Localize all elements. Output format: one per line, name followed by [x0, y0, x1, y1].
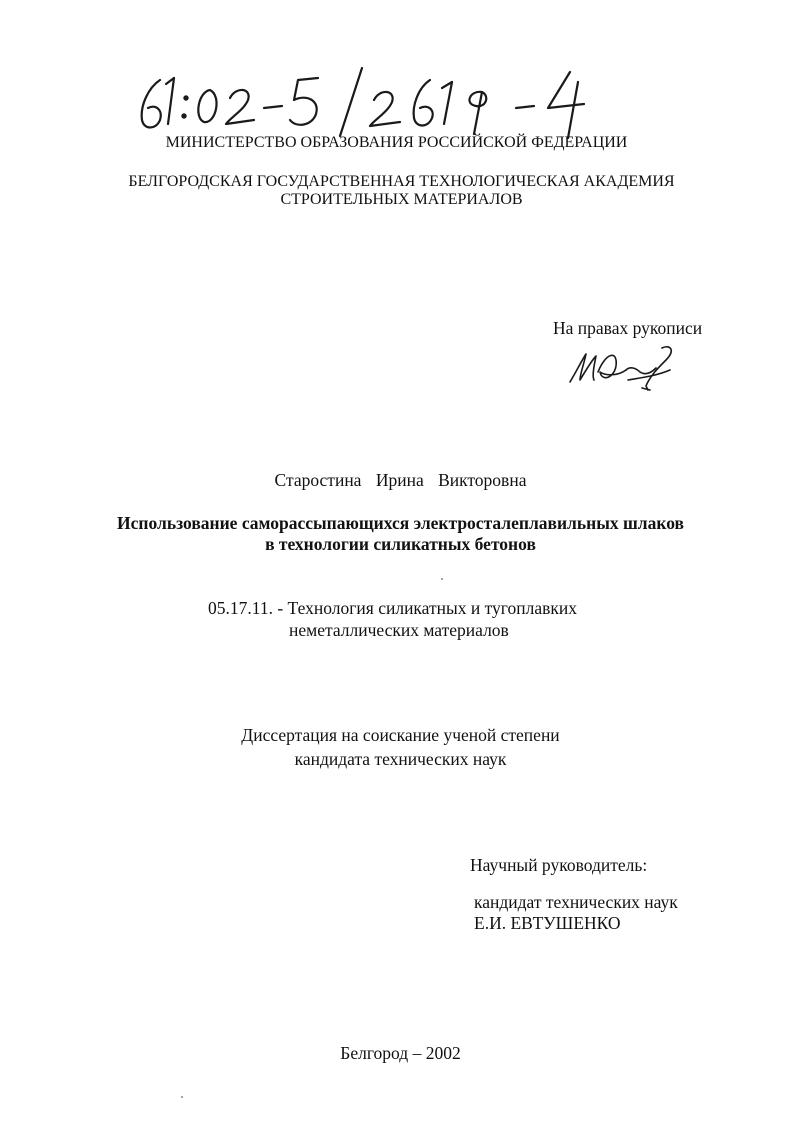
supervisor-label: Научный руководитель:	[470, 855, 648, 875]
place-and-year: Белгород – 2002	[340, 1043, 461, 1063]
signature	[566, 342, 686, 392]
academy-heading-line1: БЕЛГОРОДСКАЯ ГОСУДАРСТВЕННАЯ ТЕХНОЛОГИЧЕСКАЯ АКАДЕМИЯ	[128, 173, 675, 190]
degree-purpose-line1: Диссертация на соискание ученой степени	[241, 725, 560, 745]
supervisor-degree: кандидат технических наук	[474, 892, 678, 912]
specialty-line1: 05.17.11. - Технология силикатных и тугоплавких	[208, 598, 578, 618]
scan-speck	[181, 1096, 183, 1098]
rights-label: На правах рукописи	[553, 318, 703, 338]
author-name: Старостина Ирина Викторовна	[274, 470, 527, 490]
scan-speck	[441, 578, 443, 580]
dissertation-title-line2: в технологии силикатных бетонов	[265, 534, 536, 554]
dissertation-title-line1: Использование саморассыпающихся электросталеплавильных шлаков	[117, 513, 684, 533]
specialty-line2: неметаллических материалов	[289, 620, 509, 640]
archive-code-handwriting	[130, 62, 600, 142]
degree-purpose-line2: кандидата технических наук	[294, 749, 507, 769]
academy-heading-line2: СТРОИТЕЛЬНЫХ МАТЕРИАЛОВ	[280, 191, 523, 208]
ministry-heading: МИНИСТЕРСТВО ОБРАЗОВАНИЯ РОССИЙСКОЙ ФЕДЕРАЦИИ	[165, 134, 628, 151]
supervisor-name: Е.И. ЕВТУШЕНКО	[474, 913, 621, 933]
